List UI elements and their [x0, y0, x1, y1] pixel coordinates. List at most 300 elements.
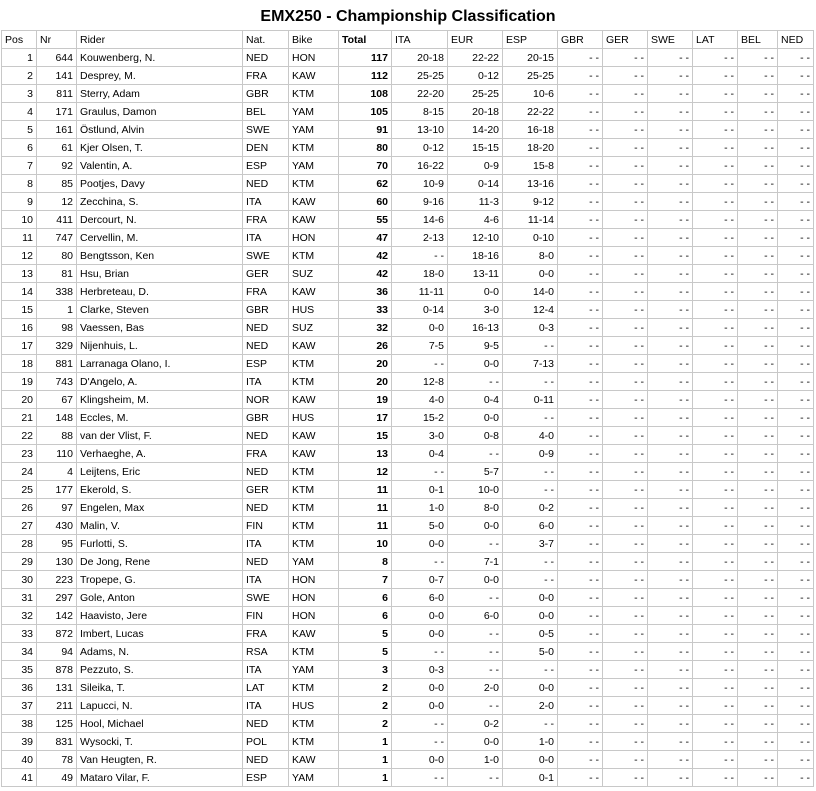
cell-total: 60: [339, 193, 392, 211]
cell-eur: - -: [448, 535, 503, 553]
cell-total: 26: [339, 337, 392, 355]
cell-pos: 25: [2, 481, 37, 499]
cell-pos: 16: [2, 319, 37, 337]
cell-ger: - -: [603, 571, 648, 589]
cell-gbr: - -: [558, 49, 603, 67]
cell-lat: - -: [693, 625, 738, 643]
cell-ned: - -: [778, 301, 814, 319]
cell-swe: - -: [648, 571, 693, 589]
cell-ger: - -: [603, 301, 648, 319]
cell-nat: SWE: [243, 247, 289, 265]
cell-nr: 644: [37, 49, 77, 67]
cell-swe: - -: [648, 193, 693, 211]
cell-nat: ITA: [243, 661, 289, 679]
cell-lat: - -: [693, 463, 738, 481]
cell-pos: 8: [2, 175, 37, 193]
cell-nat: NED: [243, 49, 289, 67]
cell-ita: 0-0: [392, 697, 448, 715]
cell-bel: - -: [738, 751, 778, 769]
cell-esp: 0-0: [503, 607, 558, 625]
cell-rider: Gole, Anton: [77, 589, 243, 607]
cell-lat: - -: [693, 751, 738, 769]
cell-total: 7: [339, 571, 392, 589]
cell-eur: 2-0: [448, 679, 503, 697]
cell-esp: 8-0: [503, 247, 558, 265]
cell-nat: ITA: [243, 571, 289, 589]
cell-gbr: - -: [558, 715, 603, 733]
cell-bike: KTM: [289, 247, 339, 265]
cell-ita: 0-0: [392, 607, 448, 625]
cell-rider: Kjer Olsen, T.: [77, 139, 243, 157]
cell-swe: - -: [648, 607, 693, 625]
cell-pos: 20: [2, 391, 37, 409]
cell-nat: ITA: [243, 229, 289, 247]
cell-rider: Mataro Vilar, F.: [77, 769, 243, 787]
cell-ger: - -: [603, 535, 648, 553]
cell-gbr: - -: [558, 175, 603, 193]
table-row: [2, 265, 814, 283]
table-row: [2, 211, 814, 229]
cell-ned: - -: [778, 193, 814, 211]
cell-ita: 0-1: [392, 481, 448, 499]
cell-nat: GBR: [243, 409, 289, 427]
cell-bel: - -: [738, 625, 778, 643]
cell-ita: 0-4: [392, 445, 448, 463]
cell-ita: 0-14: [392, 301, 448, 319]
cell-eur: 0-12: [448, 67, 503, 85]
cell-esp: 7-13: [503, 355, 558, 373]
cell-gbr: - -: [558, 301, 603, 319]
cell-nr: 94: [37, 643, 77, 661]
cell-gbr: - -: [558, 373, 603, 391]
cell-nr: 872: [37, 625, 77, 643]
cell-bel: - -: [738, 283, 778, 301]
cell-swe: - -: [648, 139, 693, 157]
cell-lat: - -: [693, 553, 738, 571]
cell-gbr: - -: [558, 67, 603, 85]
cell-ned: - -: [778, 229, 814, 247]
cell-gbr: - -: [558, 571, 603, 589]
cell-total: 10: [339, 535, 392, 553]
cell-lat: - -: [693, 85, 738, 103]
cell-gbr: - -: [558, 337, 603, 355]
cell-nr: 831: [37, 733, 77, 751]
cell-nat: DEN: [243, 139, 289, 157]
cell-eur: 0-4: [448, 391, 503, 409]
cell-gbr: - -: [558, 769, 603, 787]
cell-eur: 22-22: [448, 49, 503, 67]
cell-nat: GBR: [243, 301, 289, 319]
cell-nr: 223: [37, 571, 77, 589]
cell-pos: 32: [2, 607, 37, 625]
cell-eur: 0-0: [448, 733, 503, 751]
cell-swe: - -: [648, 121, 693, 139]
cell-bel: - -: [738, 571, 778, 589]
table-row: [2, 157, 814, 175]
cell-gbr: - -: [558, 265, 603, 283]
cell-ita: 6-0: [392, 589, 448, 607]
cell-nat: RSA: [243, 643, 289, 661]
cell-lat: - -: [693, 769, 738, 787]
cell-ger: - -: [603, 445, 648, 463]
cell-total: 5: [339, 643, 392, 661]
cell-swe: - -: [648, 697, 693, 715]
cell-rider: Pootjes, Davy: [77, 175, 243, 193]
cell-ned: - -: [778, 175, 814, 193]
cell-ita: 20-18: [392, 49, 448, 67]
cell-nr: 1: [37, 301, 77, 319]
cell-ita: 8-15: [392, 103, 448, 121]
table-row: [2, 751, 814, 769]
cell-swe: - -: [648, 625, 693, 643]
cell-ita: 0-3: [392, 661, 448, 679]
cell-swe: - -: [648, 247, 693, 265]
cell-pos: 12: [2, 247, 37, 265]
cell-eur: 11-3: [448, 193, 503, 211]
cell-bike: KTM: [289, 679, 339, 697]
cell-esp: 10-6: [503, 85, 558, 103]
cell-ita: - -: [392, 733, 448, 751]
cell-ned: - -: [778, 481, 814, 499]
cell-bel: - -: [738, 139, 778, 157]
cell-bike: KAW: [289, 391, 339, 409]
cell-pos: 29: [2, 553, 37, 571]
cell-total: 11: [339, 517, 392, 535]
cell-esp: 0-10: [503, 229, 558, 247]
cell-pos: 31: [2, 589, 37, 607]
cell-nat: LAT: [243, 679, 289, 697]
cell-pos: 15: [2, 301, 37, 319]
cell-total: 42: [339, 265, 392, 283]
cell-bel: - -: [738, 445, 778, 463]
cell-swe: - -: [648, 445, 693, 463]
cell-ger: - -: [603, 337, 648, 355]
cell-gbr: - -: [558, 697, 603, 715]
cell-ned: - -: [778, 679, 814, 697]
cell-bike: KTM: [289, 499, 339, 517]
cell-esp: 2-0: [503, 697, 558, 715]
cell-ned: - -: [778, 463, 814, 481]
cell-swe: - -: [648, 751, 693, 769]
cell-bel: - -: [738, 535, 778, 553]
cell-ita: 9-16: [392, 193, 448, 211]
cell-rider: Valentin, A.: [77, 157, 243, 175]
table-row: [2, 409, 814, 427]
cell-bel: - -: [738, 661, 778, 679]
cell-ita: 15-2: [392, 409, 448, 427]
cell-bel: - -: [738, 499, 778, 517]
cell-nr: 161: [37, 121, 77, 139]
cell-bel: - -: [738, 373, 778, 391]
classification-table: [1, 30, 814, 787]
cell-ned: - -: [778, 103, 814, 121]
cell-eur: - -: [448, 643, 503, 661]
cell-bike: KTM: [289, 535, 339, 553]
cell-ned: - -: [778, 445, 814, 463]
cell-nat: NED: [243, 427, 289, 445]
cell-nat: FRA: [243, 67, 289, 85]
cell-gbr: - -: [558, 319, 603, 337]
cell-rider: Verhaeghe, A.: [77, 445, 243, 463]
cell-ned: - -: [778, 535, 814, 553]
cell-esp: 12-4: [503, 301, 558, 319]
cell-total: 91: [339, 121, 392, 139]
cell-bel: - -: [738, 211, 778, 229]
cell-gbr: - -: [558, 409, 603, 427]
cell-ned: - -: [778, 553, 814, 571]
cell-bel: - -: [738, 229, 778, 247]
cell-eur: 20-18: [448, 103, 503, 121]
cell-bike: YAM: [289, 769, 339, 787]
cell-esp: - -: [503, 373, 558, 391]
cell-bel: - -: [738, 319, 778, 337]
cell-total: 19: [339, 391, 392, 409]
cell-pos: 24: [2, 463, 37, 481]
cell-eur: 0-8: [448, 427, 503, 445]
cell-pos: 19: [2, 373, 37, 391]
cell-rider: Ekerold, S.: [77, 481, 243, 499]
cell-swe: - -: [648, 229, 693, 247]
cell-nr: 747: [37, 229, 77, 247]
cell-esp: 16-18: [503, 121, 558, 139]
cell-lat: - -: [693, 283, 738, 301]
cell-nat: NED: [243, 463, 289, 481]
column-header-ita: ITA: [392, 31, 448, 49]
cell-pos: 41: [2, 769, 37, 787]
cell-nr: 110: [37, 445, 77, 463]
cell-total: 2: [339, 697, 392, 715]
cell-ned: - -: [778, 157, 814, 175]
cell-ita: 22-20: [392, 85, 448, 103]
cell-lat: - -: [693, 607, 738, 625]
cell-esp: 0-1: [503, 769, 558, 787]
cell-bike: KTM: [289, 481, 339, 499]
table-row: [2, 769, 814, 787]
table-row: [2, 229, 814, 247]
cell-nat: NED: [243, 499, 289, 517]
cell-ned: - -: [778, 769, 814, 787]
cell-ned: - -: [778, 661, 814, 679]
cell-pos: 40: [2, 751, 37, 769]
cell-bike: KTM: [289, 139, 339, 157]
cell-swe: - -: [648, 679, 693, 697]
cell-eur: 1-0: [448, 751, 503, 769]
cell-lat: - -: [693, 481, 738, 499]
table-row: [2, 553, 814, 571]
cell-nr: 49: [37, 769, 77, 787]
cell-pos: 2: [2, 67, 37, 85]
cell-esp: 15-8: [503, 157, 558, 175]
cell-lat: - -: [693, 409, 738, 427]
cell-bike: YAM: [289, 121, 339, 139]
cell-total: 2: [339, 715, 392, 733]
cell-swe: - -: [648, 211, 693, 229]
cell-gbr: - -: [558, 103, 603, 121]
cell-bike: HUS: [289, 697, 339, 715]
column-header-eur: EUR: [448, 31, 503, 49]
cell-bel: - -: [738, 85, 778, 103]
cell-bel: - -: [738, 733, 778, 751]
cell-bel: - -: [738, 67, 778, 85]
cell-total: 1: [339, 733, 392, 751]
cell-bike: KTM: [289, 643, 339, 661]
cell-ita: 16-22: [392, 157, 448, 175]
cell-nr: 131: [37, 679, 77, 697]
cell-esp: 0-9: [503, 445, 558, 463]
header-row: [2, 31, 814, 49]
cell-total: 108: [339, 85, 392, 103]
cell-ger: - -: [603, 409, 648, 427]
cell-swe: - -: [648, 301, 693, 319]
cell-swe: - -: [648, 535, 693, 553]
cell-nat: NED: [243, 751, 289, 769]
cell-nr: 61: [37, 139, 77, 157]
cell-bike: HUS: [289, 301, 339, 319]
cell-lat: - -: [693, 157, 738, 175]
cell-eur: - -: [448, 373, 503, 391]
cell-nat: ESP: [243, 157, 289, 175]
cell-gbr: - -: [558, 229, 603, 247]
cell-ger: - -: [603, 229, 648, 247]
cell-nr: 142: [37, 607, 77, 625]
cell-ita: 0-0: [392, 625, 448, 643]
cell-bel: - -: [738, 247, 778, 265]
cell-nat: SWE: [243, 589, 289, 607]
cell-ger: - -: [603, 607, 648, 625]
cell-lat: - -: [693, 499, 738, 517]
cell-ger: - -: [603, 121, 648, 139]
cell-pos: 18: [2, 355, 37, 373]
cell-nat: ITA: [243, 535, 289, 553]
cell-nat: BEL: [243, 103, 289, 121]
cell-ger: - -: [603, 517, 648, 535]
cell-ned: - -: [778, 85, 814, 103]
cell-total: 32: [339, 319, 392, 337]
cell-lat: - -: [693, 373, 738, 391]
cell-total: 8: [339, 553, 392, 571]
cell-ned: - -: [778, 625, 814, 643]
cell-bel: - -: [738, 157, 778, 175]
cell-nr: 80: [37, 247, 77, 265]
cell-nr: 881: [37, 355, 77, 373]
cell-rider: Haavisto, Jere: [77, 607, 243, 625]
cell-bel: - -: [738, 481, 778, 499]
cell-total: 42: [339, 247, 392, 265]
cell-lat: - -: [693, 301, 738, 319]
cell-eur: - -: [448, 661, 503, 679]
cell-bike: YAM: [289, 553, 339, 571]
cell-bike: KAW: [289, 445, 339, 463]
cell-rider: Clarke, Steven: [77, 301, 243, 319]
cell-lat: - -: [693, 589, 738, 607]
cell-eur: 18-16: [448, 247, 503, 265]
cell-pos: 11: [2, 229, 37, 247]
cell-total: 17: [339, 409, 392, 427]
cell-eur: 0-0: [448, 355, 503, 373]
cell-gbr: - -: [558, 121, 603, 139]
cell-esp: 0-5: [503, 625, 558, 643]
cell-swe: - -: [648, 481, 693, 499]
cell-esp: 0-2: [503, 499, 558, 517]
cell-pos: 5: [2, 121, 37, 139]
cell-bike: HUS: [289, 409, 339, 427]
column-header-esp: ESP: [503, 31, 558, 49]
cell-total: 36: [339, 283, 392, 301]
cell-nr: 329: [37, 337, 77, 355]
cell-bike: KTM: [289, 85, 339, 103]
cell-swe: - -: [648, 157, 693, 175]
cell-total: 5: [339, 625, 392, 643]
cell-total: 6: [339, 607, 392, 625]
cell-lat: - -: [693, 445, 738, 463]
cell-eur: 0-0: [448, 409, 503, 427]
cell-nr: 811: [37, 85, 77, 103]
cell-ita: 14-6: [392, 211, 448, 229]
table-row: [2, 103, 814, 121]
cell-ita: 12-8: [392, 373, 448, 391]
cell-nat: NED: [243, 319, 289, 337]
table-row: [2, 517, 814, 535]
cell-pos: 22: [2, 427, 37, 445]
cell-bel: - -: [738, 679, 778, 697]
table-row: [2, 193, 814, 211]
cell-lat: - -: [693, 679, 738, 697]
table-row: [2, 643, 814, 661]
cell-lat: - -: [693, 121, 738, 139]
cell-nr: 4: [37, 463, 77, 481]
cell-rider: Vaessen, Bas: [77, 319, 243, 337]
cell-nr: 211: [37, 697, 77, 715]
cell-gbr: - -: [558, 643, 603, 661]
cell-pos: 4: [2, 103, 37, 121]
cell-ned: - -: [778, 211, 814, 229]
table-row: [2, 337, 814, 355]
cell-ita: - -: [392, 715, 448, 733]
cell-eur: 0-0: [448, 283, 503, 301]
cell-ned: - -: [778, 121, 814, 139]
cell-pos: 3: [2, 85, 37, 103]
cell-pos: 36: [2, 679, 37, 697]
column-header-total: Total: [339, 31, 392, 49]
cell-swe: - -: [648, 175, 693, 193]
cell-pos: 27: [2, 517, 37, 535]
cell-gbr: - -: [558, 607, 603, 625]
cell-lat: - -: [693, 517, 738, 535]
cell-pos: 38: [2, 715, 37, 733]
cell-rider: Herbreteau, D.: [77, 283, 243, 301]
cell-total: 33: [339, 301, 392, 319]
cell-bike: KTM: [289, 373, 339, 391]
cell-esp: 6-0: [503, 517, 558, 535]
table-row: [2, 535, 814, 553]
cell-esp: 1-0: [503, 733, 558, 751]
cell-ned: - -: [778, 67, 814, 85]
cell-swe: - -: [648, 589, 693, 607]
cell-bel: - -: [738, 337, 778, 355]
cell-nr: 88: [37, 427, 77, 445]
cell-bike: KAW: [289, 751, 339, 769]
cell-nat: GBR: [243, 85, 289, 103]
column-header-rider: Rider: [77, 31, 243, 49]
column-header-bel: BEL: [738, 31, 778, 49]
cell-ned: - -: [778, 571, 814, 589]
page-title: EMX250 - Championship Classification: [260, 8, 556, 25]
cell-rider: Larranaga Olano, I.: [77, 355, 243, 373]
cell-pos: 26: [2, 499, 37, 517]
cell-nat: FIN: [243, 517, 289, 535]
cell-gbr: - -: [558, 535, 603, 553]
cell-ned: - -: [778, 607, 814, 625]
